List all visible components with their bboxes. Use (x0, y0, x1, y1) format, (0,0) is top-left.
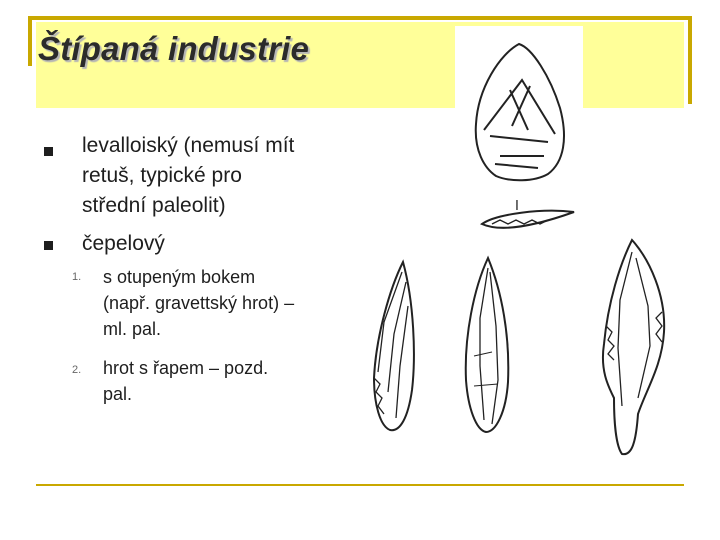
sub-item-1-text (103, 264, 294, 342)
tanged-point-drawing (603, 240, 664, 454)
sub-item-1-line-1: s otupeným bokem (103, 267, 256, 287)
bullet-2-text (82, 229, 165, 259)
blade-point-drawing (466, 258, 509, 432)
bullet-1-line-3: střední paleolit) (82, 194, 226, 217)
bullet-marker-2 (44, 241, 53, 250)
cross-section-drawing (482, 211, 574, 228)
frame-left-accent (28, 18, 32, 66)
sub-item-2-line-2: pal. (103, 384, 133, 404)
sub-item-1-line-2: (např. gravettský hrot) – (103, 293, 295, 313)
bullet-1-line-1: levalloiský (nemusí mít (82, 134, 295, 157)
bullet-2-line-1: čepelový (82, 232, 165, 255)
sub-item-2-number: 2. (72, 364, 82, 376)
frame-top-accent (28, 16, 692, 20)
bullet-1-text (82, 131, 294, 221)
figure-label: I (514, 197, 520, 214)
stone-tools-illustration (350, 26, 690, 466)
sub-item-1-number: 1. (72, 271, 82, 283)
bullet-1-line-2: retuš, typické pro (82, 164, 242, 187)
sub-item-2-text (103, 355, 268, 407)
bottom-divider (36, 484, 684, 486)
slide-title: Štípaná industrie (38, 30, 310, 67)
gravette-point-drawing (374, 262, 414, 430)
sub-item-1-line-3: ml. pal. (103, 319, 162, 339)
bullet-marker-1 (44, 147, 53, 156)
sub-item-2-line-1: hrot s řapem – pozd. (103, 358, 269, 378)
